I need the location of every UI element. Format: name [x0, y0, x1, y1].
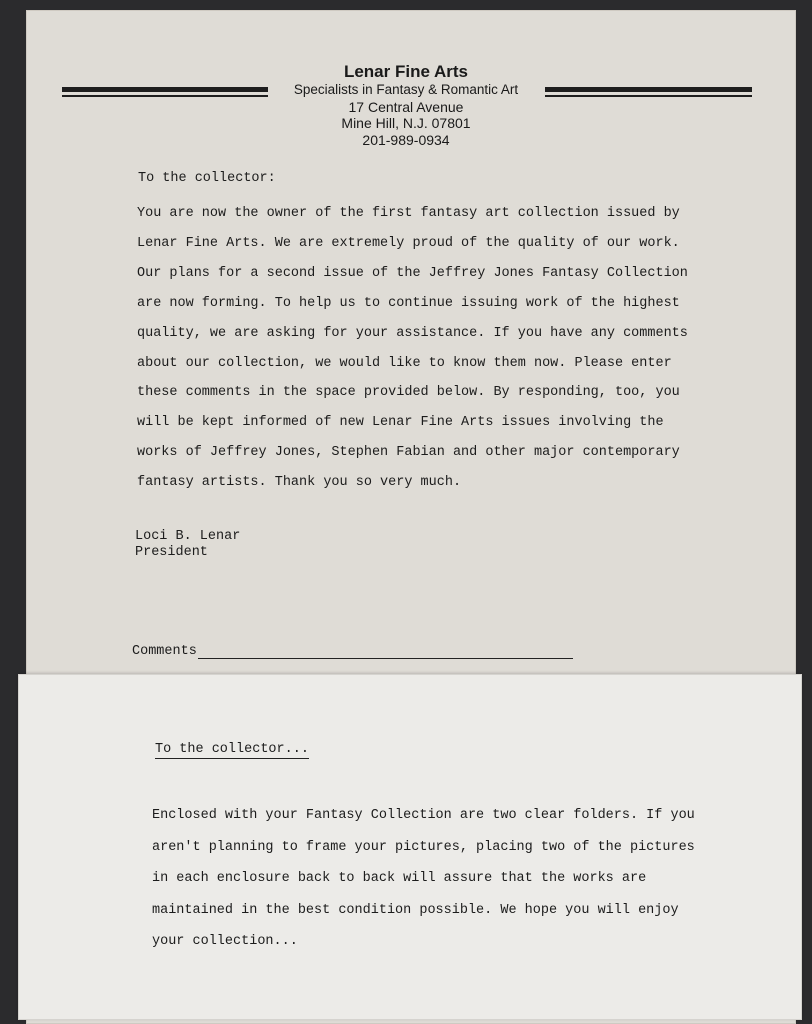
insert-body-line: aren't planning to frame your pictures, placing two of the pictures: [152, 839, 695, 855]
letter-body-line: fantasy artists. Thank you so very much.: [137, 475, 462, 491]
insert-body: [152, 800, 752, 958]
letter-body-line: works of Jeffrey Jones, Stephen Fabian and other major contemporary: [137, 445, 680, 461]
company-phone: 201-989-0934: [362, 131, 450, 148]
signer-title: President: [135, 544, 208, 560]
letter-body-line: will be kept informed of new Lenar Fine Arts issues involving the: [137, 415, 664, 431]
letter-body-line: quality, we are asking for your assistance. If you have any comments: [137, 325, 688, 341]
insert-body-line: your collection...: [152, 934, 298, 949]
signer-name: Loci B. Lenar: [135, 529, 241, 544]
insert-title: To the collector...: [155, 742, 309, 757]
letter-body-line: these comments in the space provided below. By responding, too, you: [137, 385, 680, 401]
company-name: Lenar Fine Arts: [343, 62, 469, 81]
insert-body-line: Enclosed with your Fantasy Collection are two clear folders. If you: [152, 808, 695, 823]
company-city: Mine Hill, N.J. 07801: [341, 115, 471, 131]
letter-body-line: Lenar Fine Arts. We are extremely proud of the quality of our work.: [137, 235, 680, 251]
letter-body-line: Our plans for a second issue of the Jeffrey Jones Fantasy Collection: [137, 265, 688, 281]
comments-row: [132, 643, 573, 659]
comments-label: Comments: [132, 644, 197, 659]
letter-body-line: are now forming. To help us to continue issuing work of the highest: [137, 295, 680, 311]
comments-write-line: [198, 643, 573, 659]
letterhead: [266, 62, 546, 148]
letterhead-rule-left: [62, 87, 268, 92]
company-street: 17 Central Avenue: [348, 98, 464, 115]
insert-body-line: maintained in the best condition possible. We hope you will enjoy: [152, 902, 679, 918]
company-tagline: Specialists in Fantasy & Romantic Art: [293, 82, 519, 97]
letter-body-line: You are now the owner of the first fantasy art collection issued by: [137, 206, 680, 221]
letter-body: [137, 199, 697, 498]
letter-salutation: To the collector:: [138, 171, 276, 186]
insert-card: [18, 674, 802, 1020]
insert-body-line: in each enclosure back to back will assure that the works are: [152, 871, 647, 886]
letterhead-rule-right: [545, 87, 752, 92]
letter-body-line: about our collection, we would like to know them now. Please enter: [137, 355, 672, 371]
signature-block: [135, 529, 240, 560]
